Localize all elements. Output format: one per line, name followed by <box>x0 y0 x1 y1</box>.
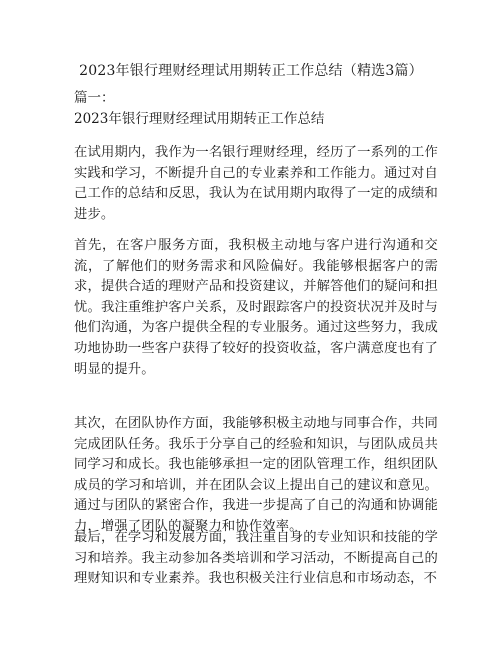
paragraph-teamwork: 其次，在团队协作方面，我能够积极主动地与同事合作，共同完成团队任务。我乐于分享自己的经验和知识，与团队成员共同学习和成长。我也能够承担一定的团队管理工作，组织团队成员的学习和培训，并在团队会议上提出自己的建议和意见。通过与团队的紧密合作，我进一步提高了自己的沟通和协调能力，增强了团队的凝聚力和协作效率。 <box>74 416 438 534</box>
section-subtitle: 2023年银行理财经理试用期转正工作总结 <box>74 111 325 127</box>
document-title: 2023年银行理财经理试用期转正工作总结（精选3篇） <box>79 63 423 79</box>
paragraph-customer-service: 首先，在客户服务方面，我积极主动地与客户进行沟通和交流，了解他们的财务需求和风险偏好。我能够根据客户的需求，提供合适的理财产品和投资建议，并解答他们的疑问和担忧。我注重维护客户关系，及时跟踪客户的投资状况并及时与他们沟通，为客户提供全程的专业服务。通过这些努力，我成功地协助一些客户获得了较好的投资收益，客户满意度也有了明显的提升。 <box>74 238 438 377</box>
part-label: 篇一： <box>74 90 115 106</box>
paragraph-learning: 最后，在学习和发展方面，我注重自身的专业知识和技能的学习和培养。我主动参加各类培训和学习活动，不断提高自己的理财知识和专业素养。我也积极关注行业信息和市场动态，不 <box>74 530 438 587</box>
paragraph-intro: 在试用期内，我作为一名银行理财经理，经历了一系列的工作实践和学习，不断提升自己的专业素养和工作能力。通过对自己工作的总结和反思，我认为在试用期内取得了一定的成绩和进步。 <box>74 145 438 222</box>
